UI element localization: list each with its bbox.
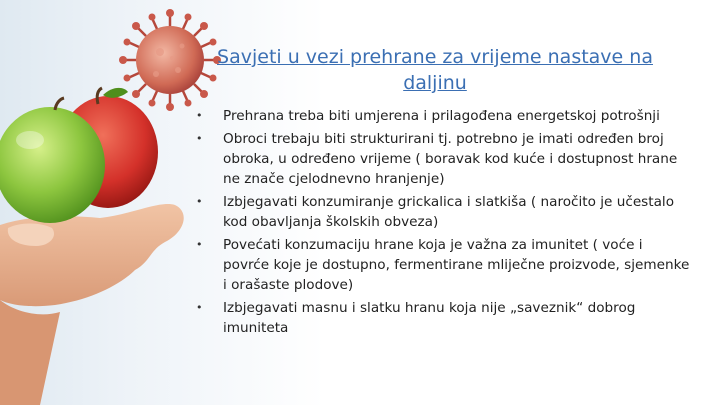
list-item [196,235,690,295]
slide-title: Savjeti u vezi prehrane za vrijeme nastave na daljinu [217,46,653,94]
list-item-text: Izbjegavati masnu i slatku hranu koja nije „saveznik“ dobrog imuniteta [223,300,636,336]
list-item-text: Povećati konzumaciju hrane koja je važna za imunitet ( voće i povrće koje je dostupno, fermentirane mliječne proizvode, sjemenke i orašaste plodove) [223,237,690,293]
bullet-icon: • [196,238,203,251]
list-item [196,298,690,338]
advice-list [196,106,690,341]
list-item-text: Izbjegavati konzumiranje grickalica i slatkiša ( naročito je učestalo kod obavljanja školskih obveza) [223,194,675,230]
hand-shape [0,204,184,405]
list-item [196,106,690,126]
bullet-icon: • [196,301,203,314]
list-item-text: Obroci trebaju biti strukturirani tj. potrebno je imati određen broj obroka, u određeno vrijeme ( boravak kod kuće i dostupnost hrane ne znače cjelodnevno hranjenje) [223,131,678,187]
list-item [196,129,690,189]
bullet-icon: • [196,195,203,208]
list-item [196,192,690,232]
bullet-icon: • [196,109,203,122]
bullet-icon: • [196,132,203,145]
list-item-text: Prehrana treba biti umjerena i prilagođena energetskoj potrošnji [223,108,660,124]
